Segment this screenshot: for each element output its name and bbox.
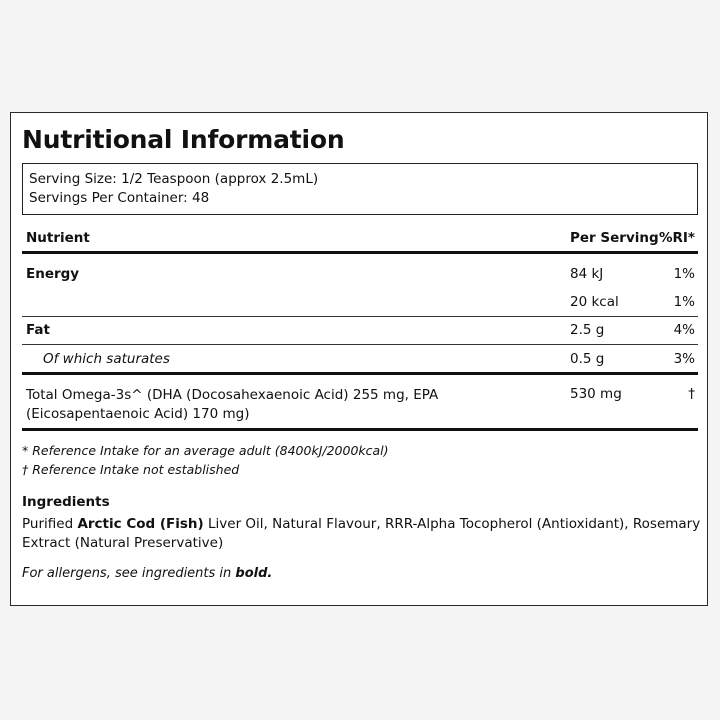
row-divider xyxy=(22,316,698,317)
row-saturates-ri: 3% xyxy=(673,351,695,367)
ingredients-heading: Ingredients xyxy=(22,494,110,510)
serving-info-box xyxy=(22,163,698,215)
table-bottom-divider xyxy=(22,428,698,431)
header-nutrient: Nutrient xyxy=(26,230,90,246)
serving-size: Serving Size: 1/2 Teaspoon (approx 2.5mL) xyxy=(29,171,319,187)
row-omega-label: Total Omega-3s^ (DHA (Docosahexaenoic Acid) 255 mg, EPA (Eicosapentaenoic Acid) 170 mg) xyxy=(26,387,439,422)
page-title: Nutritional Information xyxy=(22,125,345,154)
row-saturates-label: Of which saturates xyxy=(43,351,170,367)
row-saturates-value: 0.5 g xyxy=(570,351,605,367)
ingredients-prefix: Purified xyxy=(22,516,78,532)
row-fat-ri: 4% xyxy=(673,322,695,338)
row-energy-kj: 84 kJ xyxy=(570,266,604,282)
allergen-note-bold: bold. xyxy=(235,566,273,581)
row-fat-label: Fat xyxy=(26,322,50,338)
row-energy-kj-ri: 1% xyxy=(673,266,695,282)
ingredients-text xyxy=(22,515,702,553)
servings-per-container: Servings Per Container: 48 xyxy=(29,190,210,206)
ingredients-rest: Liver Oil, Natural Flavour, RRR-Alpha Tocopherol (Antioxidant), Rosemary Extract (Natural Preservative) xyxy=(22,516,701,551)
row-fat-value: 2.5 g xyxy=(570,322,605,338)
footnote-not-established: † Reference Intake not established xyxy=(22,462,240,477)
row-energy-kcal-ri: 1% xyxy=(673,294,695,310)
allergen-note-text: For allergens, see ingredients in xyxy=(22,566,236,581)
header-divider xyxy=(22,251,698,254)
row-divider xyxy=(22,344,698,345)
nutrition-panel xyxy=(10,112,708,606)
row-energy-kcal: 20 kcal xyxy=(570,294,619,310)
ingredients-allergen: Arctic Cod (Fish) xyxy=(77,516,204,532)
row-energy-label: Energy xyxy=(26,266,80,282)
footnote-reference-intake: * Reference Intake for an average adult (8400kJ/2000kcal) xyxy=(22,443,389,458)
header-ri: %RI* xyxy=(658,230,695,246)
row-omega-ri: † xyxy=(688,386,695,402)
header-per-serving: Per Serving xyxy=(570,230,659,246)
section-divider xyxy=(22,372,698,375)
row-omega-value: 530 mg xyxy=(570,386,622,402)
allergen-note xyxy=(22,566,272,581)
